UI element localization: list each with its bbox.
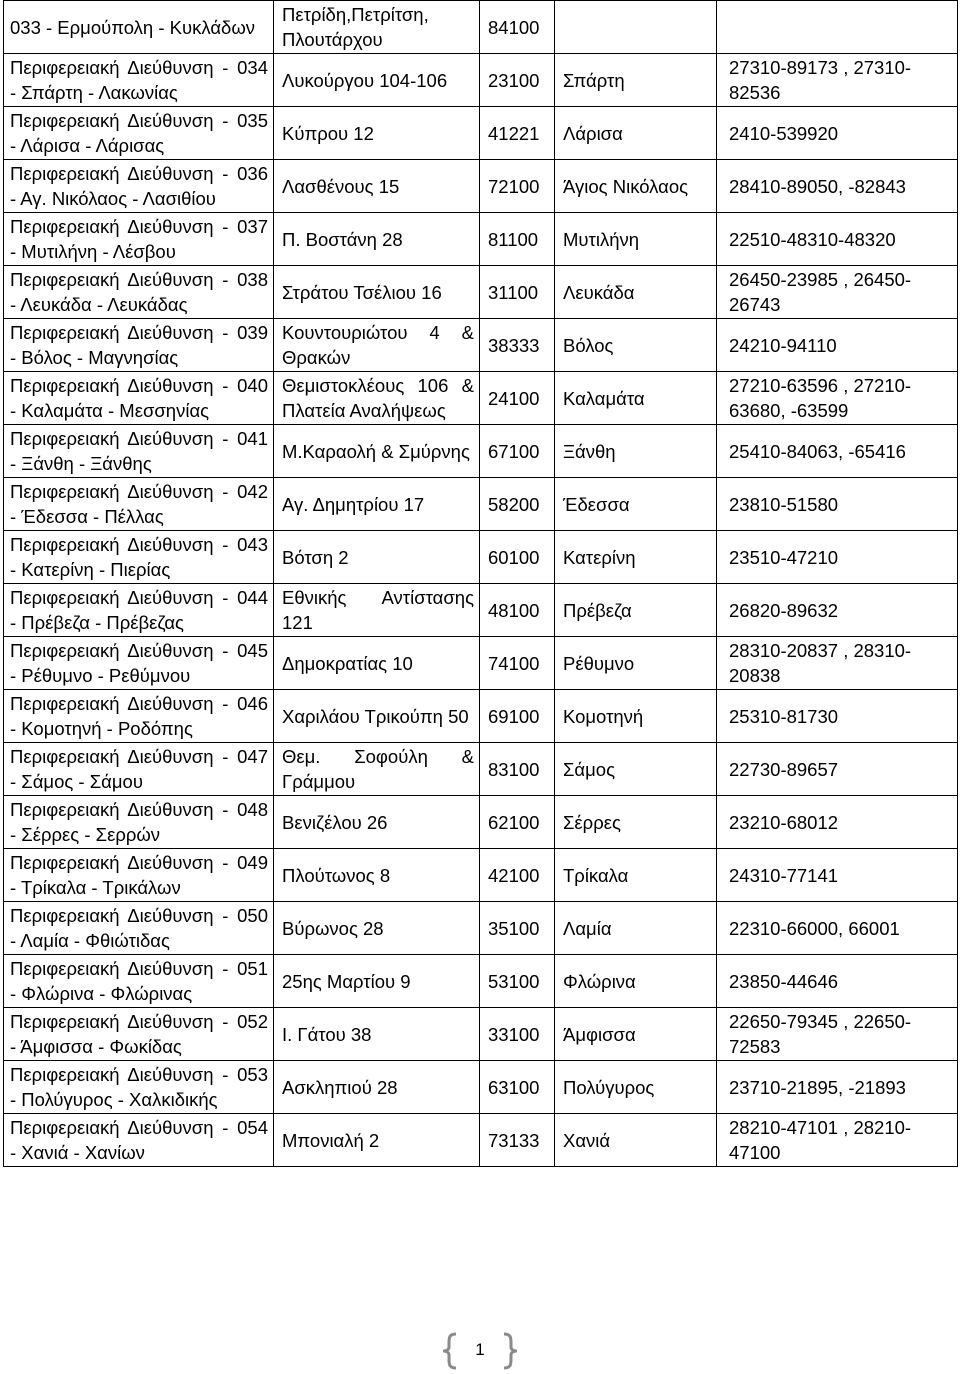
address-cell: Λυκούργου 104-106 bbox=[274, 54, 480, 107]
phone-cell: 23710-21895, -21893 bbox=[717, 1061, 958, 1114]
table-row bbox=[4, 584, 958, 637]
office-name-cell: Περιφερειακή Διεύθυνση - 048 - Σέρρες - Σερρών bbox=[4, 796, 274, 849]
city-cell: Ρέθυμνο bbox=[555, 637, 717, 690]
address-cell: Δημοκρατίας 10 bbox=[274, 637, 480, 690]
postal-code-cell: 33100 bbox=[480, 1008, 555, 1061]
city-cell: Πολύγυρος bbox=[555, 1061, 717, 1114]
directory-table-body bbox=[4, 1, 958, 1167]
phone-cell: 27210-63596 , 27210-63680, -63599 bbox=[717, 372, 958, 425]
city-cell bbox=[555, 1, 717, 54]
phone-cell: 23810-51580 bbox=[717, 478, 958, 531]
phone-cell: 22730-89657 bbox=[717, 743, 958, 796]
table-row bbox=[4, 266, 958, 319]
office-name-cell: Περιφερειακή Διεύθυνση - 037 - Μυτιλήνη - Λέσβου bbox=[4, 213, 274, 266]
city-cell: Τρίκαλα bbox=[555, 849, 717, 902]
postal-code-cell: 53100 bbox=[480, 955, 555, 1008]
office-name-cell: Περιφερειακή Διεύθυνση - 035 - Λάρισα - Λάρισας bbox=[4, 107, 274, 160]
postal-code-cell: 38333 bbox=[480, 319, 555, 372]
postal-code-cell: 48100 bbox=[480, 584, 555, 637]
office-name-cell: Περιφερειακή Διεύθυνση - 043 - Κατερίνη - Πιερίας bbox=[4, 531, 274, 584]
table-row bbox=[4, 319, 958, 372]
address-cell: Αγ. Δημητρίου 17 bbox=[274, 478, 480, 531]
address-cell: Χαριλάου Τρικούπη 50 bbox=[274, 690, 480, 743]
office-name-cell: Περιφερειακή Διεύθυνση - 054 - Χανιά - Χανίων bbox=[4, 1114, 274, 1167]
table-row bbox=[4, 54, 958, 107]
city-cell: Ξάνθη bbox=[555, 425, 717, 478]
phone-cell: 22510-48310-48320 bbox=[717, 213, 958, 266]
phone-cell: 22310-66000, 66001 bbox=[717, 902, 958, 955]
phone-cell: 28410-89050, -82843 bbox=[717, 160, 958, 213]
phone-cell: 2410-539920 bbox=[717, 107, 958, 160]
office-name-cell: Περιφερειακή Διεύθυνση - 041 - Ξάνθη - Ξάνθης bbox=[4, 425, 274, 478]
phone-cell: 28210-47101 , 28210-47100 bbox=[717, 1114, 958, 1167]
table-row bbox=[4, 107, 958, 160]
table-row bbox=[4, 478, 958, 531]
phone-cell: 23210-68012 bbox=[717, 796, 958, 849]
city-cell: Έδεσσα bbox=[555, 478, 717, 531]
address-cell: Θεμιστοκλέους 106 & Πλατεία Αναλήψεως bbox=[274, 372, 480, 425]
address-cell: Μ.Καραολή & Σμύρνης bbox=[274, 425, 480, 478]
address-cell: Βύρωνος 28 bbox=[274, 902, 480, 955]
table-row bbox=[4, 531, 958, 584]
office-name-cell: Περιφερειακή Διεύθυνση - 050 - Λαμία - Φθιώτιδας bbox=[4, 902, 274, 955]
address-cell: Ι. Γάτου 38 bbox=[274, 1008, 480, 1061]
table-row bbox=[4, 1061, 958, 1114]
phone-cell: 25310-81730 bbox=[717, 690, 958, 743]
phone-cell: 24310-77141 bbox=[717, 849, 958, 902]
city-cell: Μυτιλήνη bbox=[555, 213, 717, 266]
table-row bbox=[4, 1, 958, 54]
table-row bbox=[4, 372, 958, 425]
city-cell: Άγιος Νικόλαος bbox=[555, 160, 717, 213]
city-cell: Κατερίνη bbox=[555, 531, 717, 584]
city-cell: Βόλος bbox=[555, 319, 717, 372]
postal-code-cell: 41221 bbox=[480, 107, 555, 160]
postal-code-cell: 24100 bbox=[480, 372, 555, 425]
city-cell: Άμφισσα bbox=[555, 1008, 717, 1061]
postal-code-cell: 35100 bbox=[480, 902, 555, 955]
address-cell: Μπονιαλή 2 bbox=[274, 1114, 480, 1167]
city-cell: Λάρισα bbox=[555, 107, 717, 160]
city-cell: Καλαμάτα bbox=[555, 372, 717, 425]
phone-cell: 25410-84063, -65416 bbox=[717, 425, 958, 478]
table-row bbox=[4, 1008, 958, 1061]
postal-code-cell: 74100 bbox=[480, 637, 555, 690]
office-name-cell: Περιφερειακή Διεύθυνση - 039 - Βόλος - Μαγνησίας bbox=[4, 319, 274, 372]
postal-code-cell: 83100 bbox=[480, 743, 555, 796]
postal-code-cell: 58200 bbox=[480, 478, 555, 531]
address-cell: Κουντουριώτου 4 & Θρακών bbox=[274, 319, 480, 372]
phone-cell: 28310-20837 , 28310-20838 bbox=[717, 637, 958, 690]
office-name-cell: Περιφερειακή Διεύθυνση - 036 - Αγ. Νικόλαος - Λασιθίου bbox=[4, 160, 274, 213]
address-cell: Ασκληπιού 28 bbox=[274, 1061, 480, 1114]
table-row bbox=[4, 1114, 958, 1167]
city-cell: Σέρρες bbox=[555, 796, 717, 849]
phone-cell: 26820-89632 bbox=[717, 584, 958, 637]
postal-code-cell: 42100 bbox=[480, 849, 555, 902]
address-cell: Θεμ. Σοφούλη & Γράμμου bbox=[274, 743, 480, 796]
city-cell: Σάμος bbox=[555, 743, 717, 796]
city-cell: Πρέβεζα bbox=[555, 584, 717, 637]
address-cell: Π. Βοστάνη 28 bbox=[274, 213, 480, 266]
postal-code-cell: 60100 bbox=[480, 531, 555, 584]
table-row bbox=[4, 955, 958, 1008]
table-row bbox=[4, 743, 958, 796]
table-row bbox=[4, 849, 958, 902]
table-row bbox=[4, 160, 958, 213]
office-name-cell: Περιφερειακή Διεύθυνση - 038 - Λευκάδα - Λευκάδας bbox=[4, 266, 274, 319]
office-name-cell: Περιφερειακή Διεύθυνση - 034 - Σπάρτη - Λακωνίας bbox=[4, 54, 274, 107]
office-name-cell: Περιφερειακή Διεύθυνση - 044 - Πρέβεζα - Πρέβεζας bbox=[4, 584, 274, 637]
phone-cell: 23850-44646 bbox=[717, 955, 958, 1008]
postal-code-cell: 84100 bbox=[480, 1, 555, 54]
address-cell: Στράτου Τσέλιου 16 bbox=[274, 266, 480, 319]
address-cell: Πλούτωνος 8 bbox=[274, 849, 480, 902]
table-row bbox=[4, 213, 958, 266]
phone-cell: 24210-94110 bbox=[717, 319, 958, 372]
office-name-cell: Περιφερειακή Διεύθυνση - 052 - Άμφισσα - Φωκίδας bbox=[4, 1008, 274, 1061]
phone-cell: 26450-23985 , 26450-26743 bbox=[717, 266, 958, 319]
address-cell: Βότση 2 bbox=[274, 531, 480, 584]
address-cell: Λασθένους 15 bbox=[274, 160, 480, 213]
address-cell: Κύπρου 12 bbox=[274, 107, 480, 160]
address-cell: Εθνικής Αντίστασης 121 bbox=[274, 584, 480, 637]
office-name-cell: Περιφερειακή Διεύθυνση - 040 - Καλαμάτα - Μεσσηνίας bbox=[4, 372, 274, 425]
postal-code-cell: 31100 bbox=[480, 266, 555, 319]
postal-code-cell: 69100 bbox=[480, 690, 555, 743]
office-name-cell: Περιφερειακή Διεύθυνση - 051 - Φλώρινα - Φλώρινας bbox=[4, 955, 274, 1008]
table-row bbox=[4, 637, 958, 690]
postal-code-cell: 23100 bbox=[480, 54, 555, 107]
office-name-cell: 033 - Ερμούπολη - Κυκλάδων bbox=[4, 1, 274, 54]
table-row bbox=[4, 796, 958, 849]
page-footer bbox=[0, 1332, 960, 1372]
address-cell: Βενιζέλου 26 bbox=[274, 796, 480, 849]
city-cell: Κομοτηνή bbox=[555, 690, 717, 743]
office-name-cell: Περιφερειακή Διεύθυνση - 047 - Σάμος - Σάμου bbox=[4, 743, 274, 796]
office-name-cell: Περιφερειακή Διεύθυνση - 042 - Έδεσσα - Πέλλας bbox=[4, 478, 274, 531]
office-name-cell: Περιφερειακή Διεύθυνση - 049 - Τρίκαλα - Τρικάλων bbox=[4, 849, 274, 902]
postal-code-cell: 73133 bbox=[480, 1114, 555, 1167]
page-number: 1 bbox=[475, 1340, 485, 1359]
postal-code-cell: 63100 bbox=[480, 1061, 555, 1114]
phone-cell: 22650-79345 , 22650-72583 bbox=[717, 1008, 958, 1061]
table-row bbox=[4, 902, 958, 955]
city-cell: Λαμία bbox=[555, 902, 717, 955]
address-cell: 25ης Μαρτίου 9 bbox=[274, 955, 480, 1008]
postal-code-cell: 81100 bbox=[480, 213, 555, 266]
postal-code-cell: 62100 bbox=[480, 796, 555, 849]
city-cell: Λευκάδα bbox=[555, 266, 717, 319]
postal-code-cell: 67100 bbox=[480, 425, 555, 478]
phone-cell: 23510-47210 bbox=[717, 531, 958, 584]
office-name-cell: Περιφερειακή Διεύθυνση - 046 - Κομοτηνή - Ροδόπης bbox=[4, 690, 274, 743]
postal-code-cell: 72100 bbox=[480, 160, 555, 213]
city-cell: Φλώρινα bbox=[555, 955, 717, 1008]
city-cell: Σπάρτη bbox=[555, 54, 717, 107]
address-cell: Πετρίδη,Πετρίτση, Πλουτάρχου bbox=[274, 1, 480, 54]
phone-cell: 27310-89173 , 27310-82536 bbox=[717, 54, 958, 107]
phone-cell bbox=[717, 1, 958, 54]
office-name-cell: Περιφερειακή Διεύθυνση - 053 - Πολύγυρος - Χαλκιδικής bbox=[4, 1061, 274, 1114]
directory-table bbox=[3, 0, 958, 1167]
table-row bbox=[4, 690, 958, 743]
table-row bbox=[4, 425, 958, 478]
city-cell: Χανιά bbox=[555, 1114, 717, 1167]
office-name-cell: Περιφερειακή Διεύθυνση - 045 - Ρέθυμνο - Ρεθύμνου bbox=[4, 637, 274, 690]
